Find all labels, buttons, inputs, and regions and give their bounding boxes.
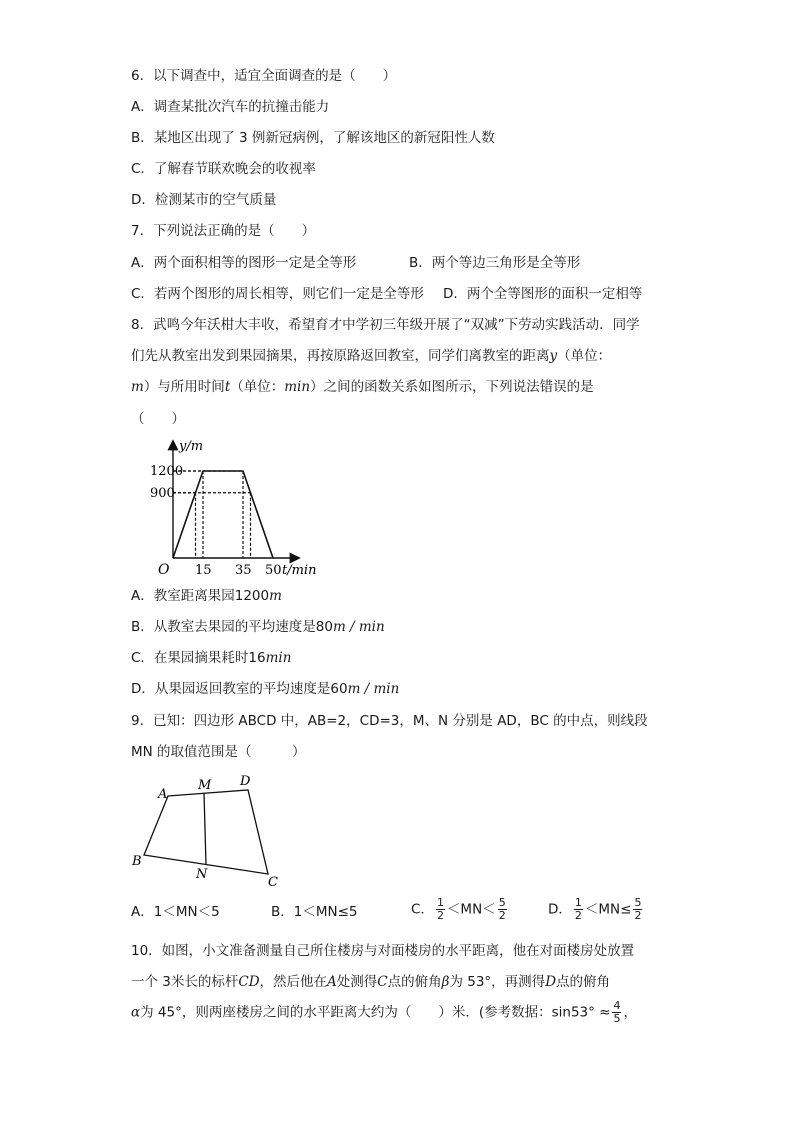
segment-mn	[204, 793, 206, 865]
q9-option-c-mid: ＜MN＜	[446, 901, 496, 918]
frac-den: 2	[498, 909, 506, 922]
q7-option-a: A．两个面积相等的图形一定是全等形	[131, 255, 357, 271]
frac-num: 1	[436, 896, 444, 909]
q8-stem-text: ）与所用时间	[143, 379, 225, 395]
frac-num: 5	[634, 896, 642, 909]
frac-den: 5	[613, 1012, 621, 1025]
y-tick-label: 900	[150, 485, 175, 501]
q8-stem-text: 们先从教室出发到果园摘果，再按原路返回教室，同学们离教室的距离	[131, 348, 550, 364]
q6-stem: 6．以下调查中，适宜全面调查的是（ ）	[131, 68, 397, 84]
q10-var-alpha: α	[131, 1004, 141, 1021]
q9-option-b: B．1＜MN≤5	[271, 904, 358, 920]
q10-text: 一个 3米长的标杆	[131, 974, 239, 990]
x-tick-label: 35	[235, 563, 252, 578]
q8-option-a-text: A．教室距离果园1200	[131, 588, 270, 604]
q6-option-d: D．检测某市的空气质量	[131, 192, 277, 208]
q10-var-c: C	[377, 974, 388, 990]
y-tick-label: 1200	[150, 464, 184, 479]
q8-option-c	[131, 649, 291, 667]
q8-stem-line1: 8．武鸣今年沃柑大丰收，希望育才中学初三年级开展了“双减”下劳动实践活动．同学	[131, 317, 640, 333]
label-n: N	[196, 867, 208, 882]
q8-stem-text: ）之间的函数关系如图所示，下列说法错误的是	[310, 379, 594, 395]
frac-den: 2	[574, 909, 582, 922]
fraction-half	[436, 897, 445, 922]
frac-num: 4	[613, 999, 621, 1012]
q9-quadrilateral-figure	[128, 770, 288, 890]
series-line-distance	[173, 471, 273, 558]
fraction-five-halves	[633, 897, 642, 922]
label-m: M	[198, 778, 212, 793]
fraction-five-halves	[498, 897, 507, 922]
q10-text: 点的俯角	[387, 974, 442, 990]
frac-num: 5	[498, 896, 506, 909]
q8-unit-min: min	[284, 379, 311, 395]
q10-line2	[131, 973, 610, 991]
q8-var-t: t	[224, 379, 231, 395]
q6-option-a: A．调查某批次汽车的抗撞击能力	[131, 99, 330, 115]
q8-option-a	[131, 587, 282, 605]
fraction-half	[574, 897, 583, 922]
q10-text: 点的俯角	[556, 974, 611, 990]
q8-option-a-unit: m	[269, 588, 282, 604]
q8-stem-line4: （ ）	[131, 411, 185, 427]
q10-text: 处测得	[336, 974, 378, 990]
q9-stem-line1: 9．已知：四边形 ABCD 中，AB=2，CD=3，M、N 分别是 AD，BC 的中点，则线段	[131, 713, 648, 729]
q7-option-d: D．两个全等图形的面积一定相等	[443, 286, 643, 302]
q10-var-beta: β	[441, 974, 450, 990]
q8-unit-m: m	[131, 379, 144, 395]
q9-option-d-label: D．	[548, 901, 572, 918]
q7-option-b: B．两个等边三角形是全等形	[409, 255, 581, 271]
q8-var-y: y	[549, 348, 558, 364]
q9-option-d-mid: ＜MN≤	[584, 901, 632, 918]
frac-den: 2	[634, 909, 642, 922]
q9-option-c-label: C．	[411, 901, 434, 918]
q9-option-d	[548, 897, 644, 922]
y-axis-label: y/m	[179, 439, 204, 454]
q9-stem-line2: MN 的取值范围是（ ）	[131, 744, 306, 760]
frac-num: 1	[574, 896, 582, 909]
q8-option-c-unit: min	[265, 650, 292, 666]
q8-stem-line2	[131, 347, 611, 365]
q6-option-c: C．了解春节联欢晚会的收视率	[131, 161, 316, 177]
q10-var-a: A	[327, 974, 337, 990]
q10-text: 为 53°，再测得	[449, 974, 546, 990]
label-b: B	[132, 854, 142, 869]
x-tick-label: 50	[265, 563, 282, 578]
x-tick-label: 15	[195, 563, 212, 578]
q8-option-d-unit: m / min	[347, 681, 400, 697]
q8-option-d-text: D．从果园返回教室的平均速度是60	[131, 681, 348, 697]
q10-line1: 10．如图，小文准备测量自己所住楼房与对面楼房的水平距离，他在对面楼房处放置	[131, 943, 635, 959]
q8-stem-text: （单位：	[557, 348, 612, 364]
label-a: A	[158, 787, 168, 802]
label-c: C	[268, 875, 278, 890]
fraction-four-fifths	[612, 1000, 621, 1025]
q8-stem-line3	[131, 378, 594, 396]
q8-option-b-text: B．从教室去果园的平均速度是80	[131, 619, 333, 635]
x-axis-label: t/min	[282, 563, 317, 578]
q8-option-c-text: C．在果园摘果耗时16	[131, 650, 266, 666]
q8-option-b	[131, 618, 385, 636]
q8-option-d	[131, 680, 399, 698]
label-d: D	[240, 774, 251, 789]
q10-text: 为 45°，则两座楼房之间的水平距离大约为（ ）米．(参考数据：sin53° ≈	[140, 1004, 611, 1021]
q7-stem: 7．下列说法正确的是（ ）	[131, 223, 316, 239]
frac-den: 2	[436, 909, 444, 922]
origin-label: O	[158, 562, 170, 578]
q8-chart	[150, 436, 340, 584]
q6-option-b: B．某地区出现了 3 例新冠病例，了解该地区的新冠阳性人数	[131, 130, 495, 146]
q10-var-cd: CD	[238, 974, 260, 990]
q10-line3	[131, 1000, 637, 1025]
q8-stem-text: （单位：	[230, 379, 285, 395]
q8-option-b-unit: m / min	[332, 619, 385, 635]
q10-var-d: D	[545, 974, 557, 990]
q9-option-a: A．1＜MN＜5	[131, 904, 220, 920]
q9-option-c	[411, 897, 509, 922]
q10-text: ，	[623, 1004, 637, 1021]
q7-option-c: C．若两个图形的周长相等，则它们一定是全等形	[131, 286, 424, 302]
q10-text: ，然后他在	[259, 974, 328, 990]
